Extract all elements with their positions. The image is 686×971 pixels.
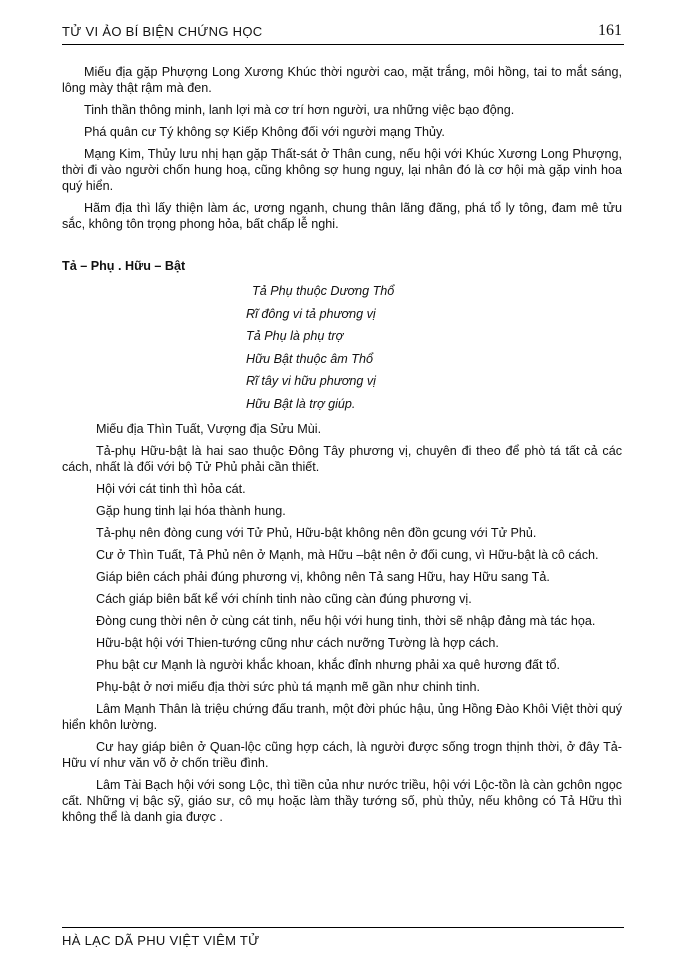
paragraph: Hãm địa thì lấy thiện làm ác, ương ngạnh, chung thân lãng đãng, phá tổ ly tông, đam mê tửu sắc, không tôn trọng phong hỏa, bất chấp lễ nghi.	[62, 201, 622, 231]
paragraph: Phu bật cư Mạnh là người khắc khoan, khắc đỉnh nhưng phải xa quê hương đất tổ.	[96, 658, 561, 672]
paragraph: Tả-phụ nên đòng cung với Tử Phủ, Hữu-bật không nên đồn gcung với Tử Phủ.	[96, 526, 537, 540]
poem-line: Tả Phụ thuộc Dương Thổ	[252, 284, 395, 298]
paragraph: Tinh thần thông minh, lanh lợi mà cơ trí hơn người, ưa những việc bạo động.	[84, 103, 515, 117]
paragraph: Miếu địa gặp Phượng Long Xương Khúc thời người cao, mặt trắng, môi hồng, tai to mắt sáng, lông mày thật rậm mà đen.	[62, 65, 622, 95]
paragraph: Cách giáp biên bất kể với chính tinh nào cũng càn đúng phương vị.	[96, 592, 472, 606]
header-title: TỬ VI ẢO BÍ BIỆN CHỨNG HỌC	[62, 24, 263, 39]
poem-line: Rĩ tây vi hữu phương vị	[246, 374, 376, 388]
paragraph: Cư ở Thìn Tuất, Tả Phủ nên ở Mạnh, mà Hữu –bật nên ở đối cung, vì Hữu-bật là cô cách.	[96, 548, 599, 562]
paragraph: Lâm Mạnh Thân là triệu chứng đấu tranh, một đời phúc hậu, ủng Hồng Đào Khôi Việt thời quý hiển khôn lường.	[62, 702, 622, 732]
paragraph: Đòng cung thời nên ở cùng cát tinh, nếu hội với hung tinh, thời sẽ nhập đảng mà tác họa.	[96, 614, 596, 628]
page-footer	[62, 927, 624, 948]
paragraph: Giáp biên cách phải đúng phương vị, không nên Tả sang Hữu, hay Hữu sang Tả.	[96, 570, 550, 584]
poem-line: Hữu Bật thuộc âm Thổ	[246, 351, 373, 366]
paragraph: Mạng Kim, Thủy lưu nhị hạn gặp Thất-sát ở Thân cung, nếu hội với Khúc Xương Long Phượng, thời đi vào người chốn hung hoạ, cũng không sợ hung nguy, lại nhân đó là cơ hội mà gặp vinh hoa quý hiển.	[62, 147, 622, 193]
poem-block	[246, 280, 622, 415]
paragraph: Hội với cát tinh thì hỏa cát.	[96, 482, 246, 496]
paragraph: Miếu địa Thìn Tuất, Vượng địa Sửu Mùi.	[96, 422, 322, 436]
paragraph: Tả-phụ Hữu-bật là hai sao thuộc Đông Tây phương vị, chuyên đi theo để phò tá tất cả các cách, nhất là đối với bộ Tử Phủ phải cần thiết.	[62, 444, 622, 474]
poem-line: Tả Phụ là phụ trợ	[246, 329, 344, 343]
page-number: 161	[598, 22, 622, 39]
paragraph: Phá quân cư Tý không sợ Kiếp Không đối với người mạng Thủy.	[84, 125, 445, 139]
section-heading: Tả – Phụ . Hữu – Bật	[62, 259, 186, 273]
page-body	[62, 64, 622, 831]
paragraph: Phụ-bật ở nơi miếu địa thời sức phù tá mạnh mẽ gần như chinh tinh.	[96, 680, 480, 694]
poem-line: Rĩ đông vi tả phương vị	[246, 306, 376, 321]
paragraph: Gặp hung tinh lại hóa thành hung.	[96, 504, 286, 518]
page-header	[62, 24, 624, 45]
poem-line: Hữu Bật là trợ giúp.	[246, 396, 356, 411]
paragraph: Lâm Tài Bạch hội với song Lộc, thì tiền của như nước triều, hội với Lộc-tồn là càn gchôn ngọc cất. Những vị bậc sỹ, giáo sư, cô mụ hoặc làm thầy tướng số, phù thủy, nếu không có Tả Hữu thì không thể là danh gia được .	[62, 778, 622, 824]
paragraph: Hữu-bật hội với Thien-tướng cũng như cách nưỡng Tường là hợp cách.	[96, 636, 499, 650]
paragraph: Cư hay giáp biên ở Quan-lộc cũng hợp cách, là người được sống trogn thịnh thời, ở đây Tả-Hữu ví như văn võ ở chốn triều đình.	[62, 740, 622, 770]
footer-text: HÀ LẠC DÃ PHU VIỆT VIÊM TỬ	[62, 933, 260, 948]
